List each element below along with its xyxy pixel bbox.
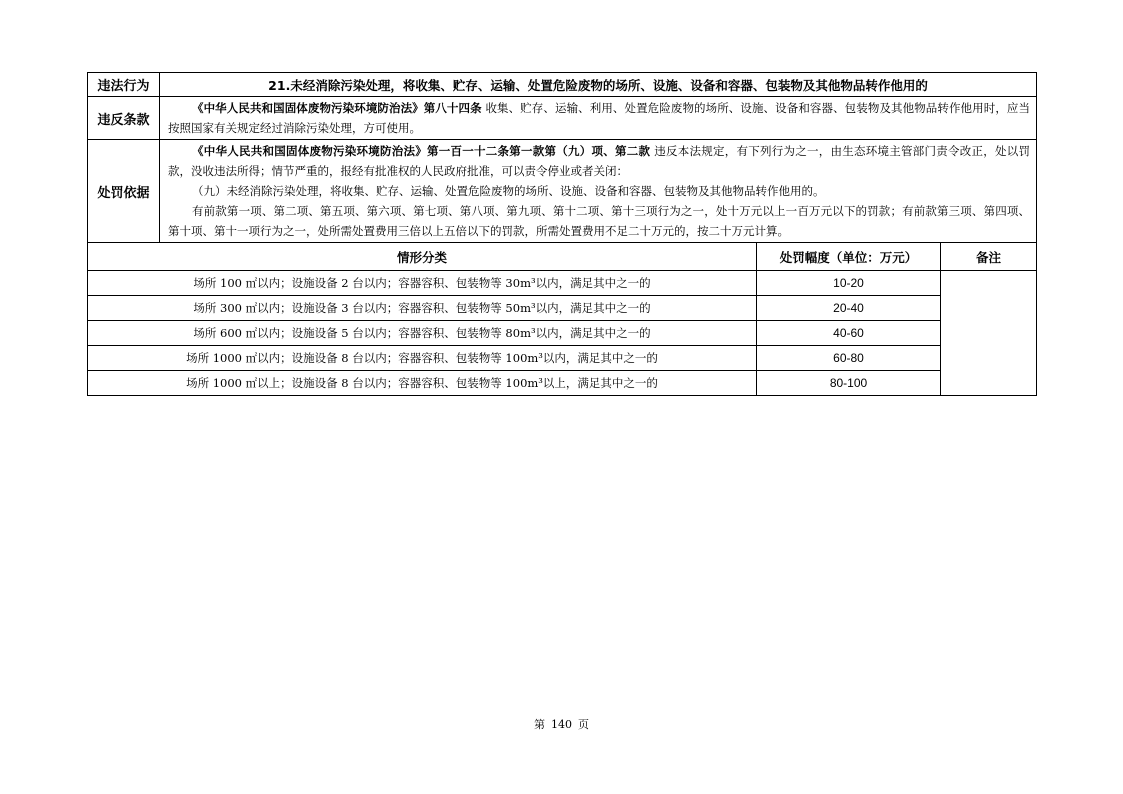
basis-row [88, 140, 1037, 243]
table-header-row [88, 243, 1037, 271]
violation-label: 违法行为 [88, 73, 160, 97]
note-cell [941, 271, 1037, 396]
clause-label: 违反条款 [88, 97, 160, 140]
basis-penalty: 有前款第一项、第二项、第五项、第六项、第七项、第八项、第九项、第十二项、第十三项行为之一，处十万元以上一百万元以下的罚款；有前款第三项、第四项、第十项、第十一项行为之一，处所需处置费用三倍以上五倍以下的罚款，所需处置费用不足二十万元的，按二十万元计算。 [168, 204, 1030, 238]
page-number: 140 [551, 718, 572, 731]
range-header: 处罚幅度（单位：万元） [757, 243, 941, 271]
range-cell: 60-80 [757, 346, 941, 371]
basis-label: 处罚依据 [88, 140, 160, 243]
page-suffix: 页 [578, 718, 589, 731]
table-row [88, 296, 1037, 321]
range-cell: 10-20 [757, 271, 941, 296]
penalty-table [87, 72, 1037, 396]
table-row [88, 271, 1037, 296]
table-row [88, 371, 1037, 396]
range-cell: 20-40 [757, 296, 941, 321]
clause-row [88, 97, 1037, 140]
table-row [88, 346, 1037, 371]
basis-intro: 违反本法规定，有下列行为之一，由生态环境主管部门责令改正，处以罚款，没收违法所得；情节严重的，报经有批准权的人民政府批准，可以责令停业或者关闭： [168, 144, 1030, 178]
clause-text-cell [160, 97, 1037, 140]
clause-law-ref: 《中华人民共和国固体废物污染环境防治法》第八十四条 [192, 101, 482, 115]
basis-text-cell [160, 140, 1037, 243]
page-footer [0, 716, 1123, 732]
range-cell: 80-100 [757, 371, 941, 396]
category-cell: 场所 1000 ㎡以上；设施设备 8 台以内；容器容积、包装物等 100m³以上，满足其中之一的 [88, 371, 757, 396]
violation-row [88, 73, 1037, 97]
category-cell: 场所 1000 ㎡以内；设施设备 8 台以内；容器容积、包装物等 100m³以内，满足其中之一的 [88, 346, 757, 371]
page-prefix: 第 [534, 718, 545, 731]
clause-text: 收集、贮存、运输、利用、处置危险废物的场所、设施、设备和容器、包装物及其他物品转作他用时，应当按照国家有关规定经过消除污染处理，方可使用。 [168, 101, 1030, 135]
category-cell: 场所 600 ㎡以内；设施设备 5 台以内；容器容积、包装物等 80m³以内，满足其中之一的 [88, 321, 757, 346]
note-header: 备注 [941, 243, 1037, 271]
basis-law-ref: 《中华人民共和国固体废物污染环境防治法》第一百一十二条第一款第（九）项、第二款 [192, 144, 651, 158]
range-cell: 40-60 [757, 321, 941, 346]
category-cell: 场所 100 ㎡以内；设施设备 2 台以内；容器容积、包装物等 30m³以内，满足其中之一的 [88, 271, 757, 296]
basis-item: （九）未经消除污染处理，将收集、贮存、运输、处置危险废物的场所、设施、设备和容器、包装物及其他物品转作他用的。 [192, 184, 825, 198]
category-header: 情形分类 [88, 243, 757, 271]
violation-title: 21.未经消除污染处理，将收集、贮存、运输、处置危险废物的场所、设施、设备和容器、包装物及其他物品转作他用的 [160, 73, 1037, 97]
category-cell: 场所 300 ㎡以内；设施设备 3 台以内；容器容积、包装物等 50m³以内，满足其中之一的 [88, 296, 757, 321]
table-row [88, 321, 1037, 346]
penalty-document [87, 72, 1036, 396]
